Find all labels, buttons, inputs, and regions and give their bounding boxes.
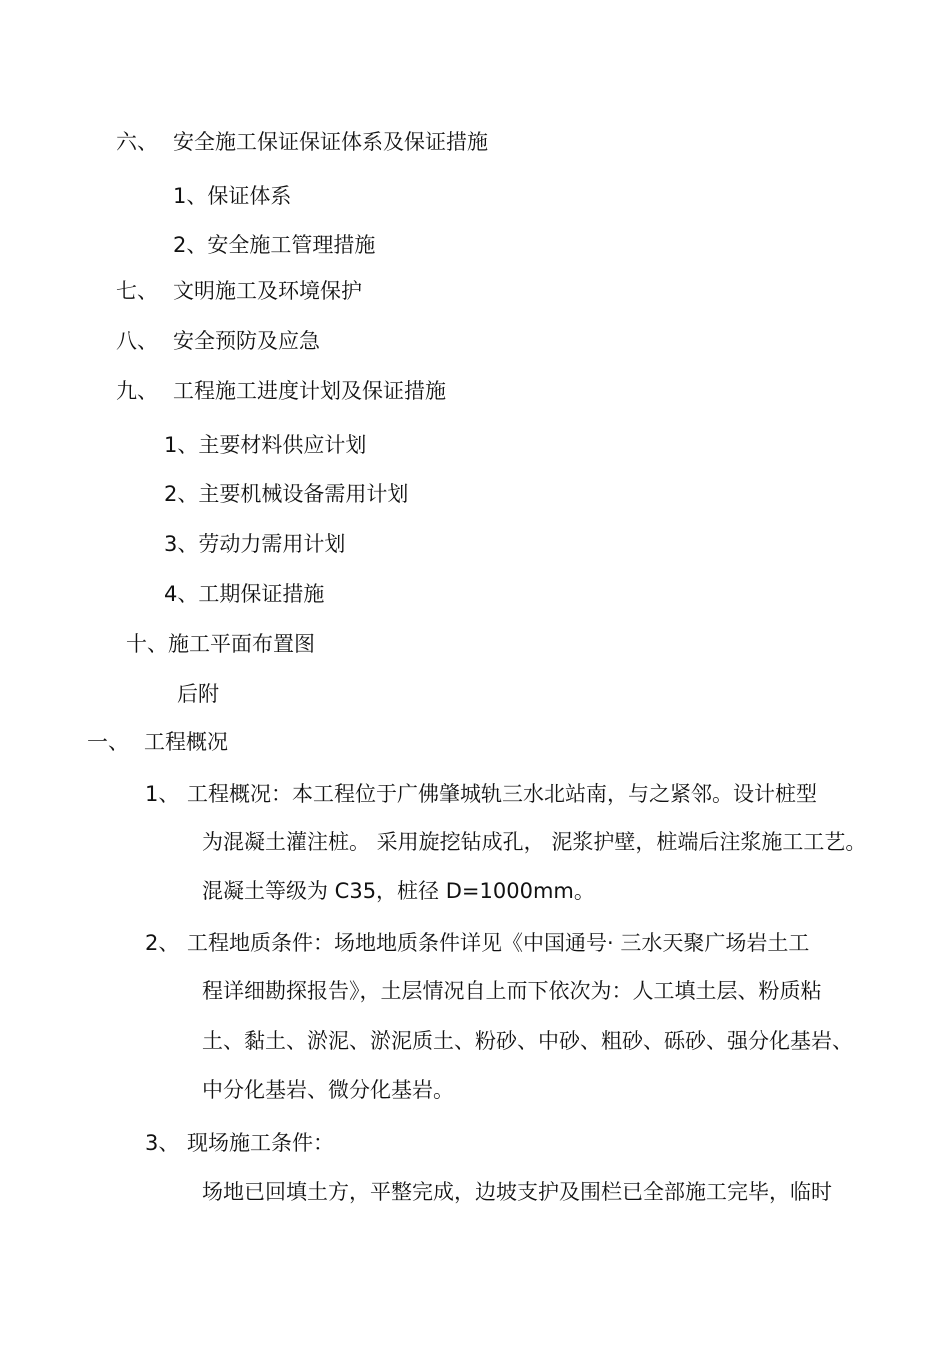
toc-section-number: 六、 [116, 130, 158, 154]
paragraph-text: 现场施工条件： [187, 1131, 334, 1155]
toc-section-title: 工程施工进度计划及保证措施 [173, 379, 446, 403]
toc-section-title: 安全预防及应急 [173, 329, 320, 353]
paragraph-number: 3、 [145, 1131, 180, 1155]
toc-item-9-4: 4、工期保证措施 [164, 582, 325, 606]
paragraph-number: 1、 [145, 782, 180, 806]
paragraph-1-line-3: 混凝土等级为 C35，桩径 D=1000mm。 [202, 879, 595, 903]
toc-section-8 [116, 327, 320, 355]
section-heading-overview [87, 728, 228, 756]
toc-section-7 [116, 277, 362, 305]
toc-section-title: 文明施工及环境保护 [173, 279, 362, 303]
toc-item-6-2: 2、安全施工管理措施 [173, 233, 376, 257]
paragraph-1-line-2: 为混凝土灌注桩。 采用旋挖钻成孔， 泥浆护壁，桩端后注浆施工工艺。 [202, 830, 867, 854]
toc-item-9-3: 3、劳动力需用计划 [164, 532, 346, 556]
toc-section-number: 九、 [116, 379, 158, 403]
paragraph-3-line-2: 场地已回填土方，平整完成，边坡支护及围栏已全部施工完毕，临时 [202, 1180, 832, 1204]
toc-section-6 [116, 128, 488, 156]
paragraph-2-line-1 [145, 929, 809, 957]
section-heading-title: 工程概况 [144, 730, 228, 754]
paragraph-text: 工程概况：本工程位于广佛肇城轨三水北站南，与之紧邻。设计桩型 [187, 782, 817, 806]
paragraph-3-line-1 [145, 1129, 334, 1157]
section-heading-number: 一、 [87, 730, 129, 754]
paragraph-2-line-4: 中分化基岩、微分化基岩。 [202, 1078, 454, 1102]
toc-section-9 [116, 377, 446, 405]
paragraph-text: 工程地质条件：场地地质条件详见《中国通号· 三水天聚广场岩土工 [187, 931, 810, 955]
toc-section-title: 安全施工保证保证体系及保证措施 [173, 130, 488, 154]
toc-section-10: 十、施工平面布置图 [126, 632, 315, 656]
paragraph-number: 2、 [145, 931, 180, 955]
toc-item-6-1: 1、保证体系 [173, 184, 292, 208]
toc-note-attached: 后附 [177, 682, 219, 706]
paragraph-2-line-2: 程详细勘探报告》，土层情况自上而下依次为：人工填土层、粉质粘 [202, 979, 822, 1003]
toc-section-number: 七、 [116, 279, 158, 303]
toc-item-9-1: 1、主要材料供应计划 [164, 433, 367, 457]
toc-section-number: 八、 [116, 329, 158, 353]
paragraph-2-line-3: 土、黏土、淤泥、淤泥质土、粉砂、中砂、粗砂、砾砂、强分化基岩、 [202, 1029, 853, 1053]
toc-item-9-2: 2、主要机械设备需用计划 [164, 482, 409, 506]
paragraph-1-line-1 [145, 780, 817, 808]
